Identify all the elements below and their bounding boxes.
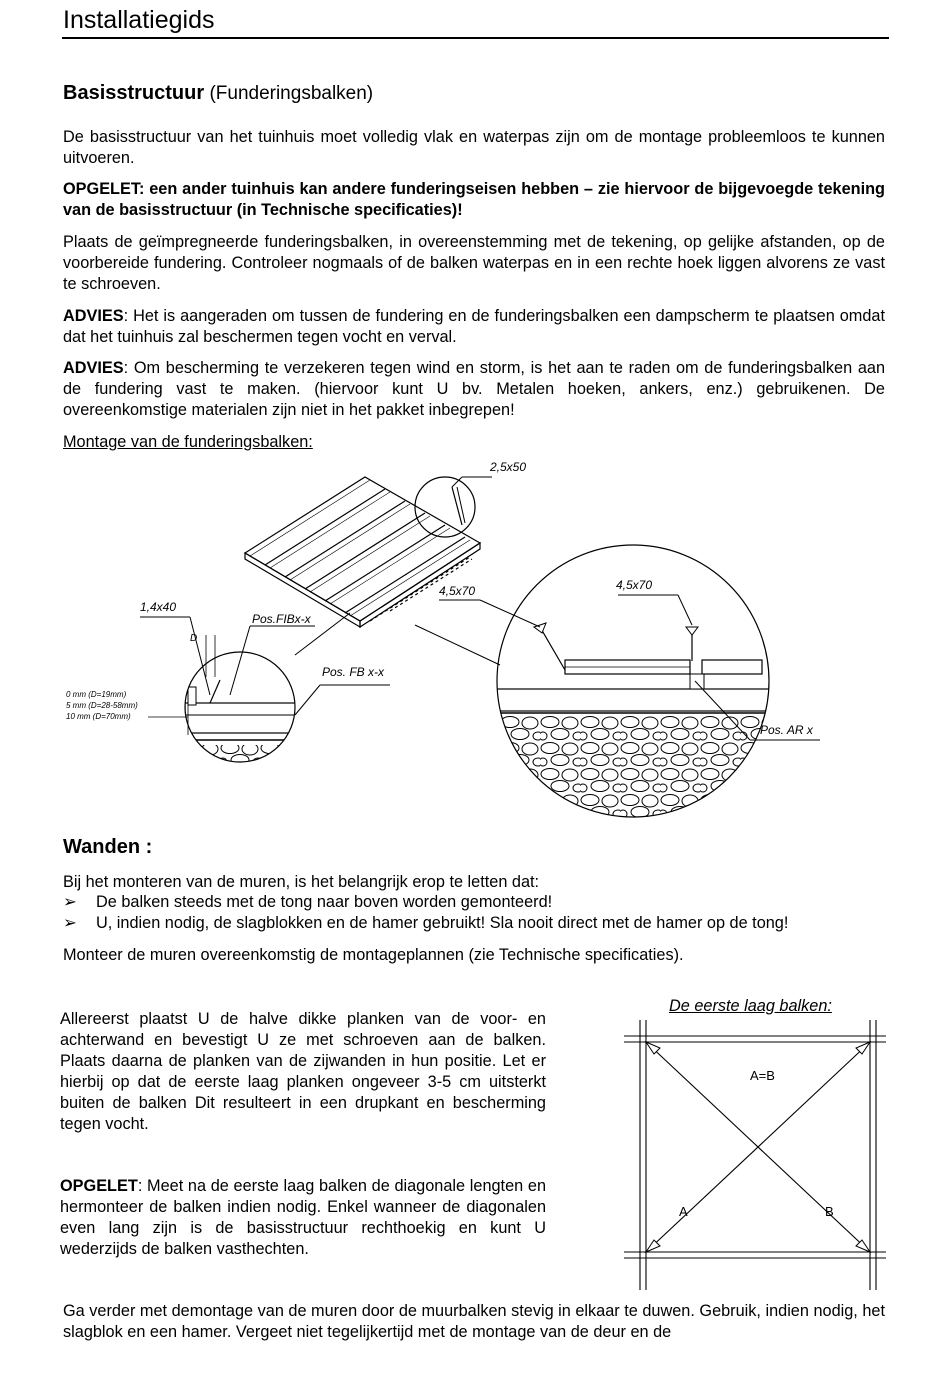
label-d: D: [190, 633, 198, 644]
warning-text: : Meet na de eerste laag balken de diagonale lengten en hermonteer de balken indien nodig. Enkel wanneer de diagonalen even lang zijn is de basisstructuur rechthoekig en kunt U wederzijds de balken vasthechten.: [60, 1177, 546, 1258]
bullet-item: [63, 913, 788, 934]
placement-paragraph: Plaats de geïmpregneerde funderingsbalken, in overeenstemming met de tekening, op gelijke afstanden, op de voorbereide fundering. Controleer nogmaals of de balken waterpas en in een rechte hoek liggen alvorens ze vast te schroeven.: [63, 233, 885, 293]
isometric-platform: [245, 477, 480, 627]
label-b: B: [825, 1204, 834, 1219]
label-distance-3: 10 mm (D=70mm): [66, 712, 131, 721]
montage-heading: Montage van de funderingsbalken:: [63, 433, 313, 451]
label-a: A: [679, 1204, 688, 1219]
section-heading-wanden: Wanden :: [63, 836, 153, 858]
label-nail: 1,4x40: [140, 600, 177, 614]
label-distance-2: 5 mm (D=28-58mm): [66, 701, 138, 710]
diagonal-check-diagram: [620, 1018, 890, 1294]
arrow-bullet-icon: ➢: [63, 893, 77, 911]
left-detail-circle: [180, 652, 310, 785]
section-heading-basisstructuur: [63, 82, 373, 105]
advice-paragraph-1: [63, 306, 885, 348]
section-title: Basisstructuur: [63, 82, 205, 104]
advice-label: ADVIES: [63, 307, 124, 325]
advice-text: : Het is aangeraden om tussen de fundering en de funderingsbalken een dampscherm te plaatsen omdat dat het tuinhuis zal beschermen tegen vocht en verval.: [63, 307, 885, 346]
advice-paragraph-2: [63, 358, 885, 421]
label-screw-b: 4,5x70: [616, 578, 653, 592]
label-pos-ar: Pos. AR x: [760, 723, 813, 737]
bullet-text: De balken steeds met de tong naar boven worden gemonteerd!: [96, 893, 553, 911]
foundation-beams-drawing: [60, 455, 890, 835]
diagonal-warning-paragraph: [60, 1176, 546, 1260]
warning-paragraph: OPGELET: een ander tuinhuis kan andere funderingseisen hebben – zie hiervoor de bijgevoegde tekening van de basisstructuur (in Technische specificaties)!: [63, 180, 885, 219]
first-layer-paragraph: Allereerst plaatst U de halve dikke planken van de voor- en achterwand en bevestigt U ze met schroeven aan de balken. Plaats daarna de planken van de zijwanden in hun positie. Let er hierbij op dat de eerste laag planken ongeveer 3-5 cm uitsterkt buiten de balken Dit resulteert in een drupkant en bescherming tegen vocht.: [60, 1010, 546, 1133]
mount-paragraph: Monteer de muren overeenkomstig de montageplannen (zie Technische specificaties).: [63, 946, 684, 964]
warning-label: OPGELET: [60, 1177, 138, 1195]
screw-detail-circle: [415, 477, 475, 537]
bullet-item: [63, 892, 552, 913]
arrow-bullet-icon: ➢: [63, 914, 77, 932]
label-screw-a: 4,5x70: [439, 584, 476, 598]
label-a-equals-b: A=B: [750, 1068, 775, 1083]
advice-text: : Om bescherming te verzekeren tegen wind en storm, is het aan te raden om de funderingsbalken aan de fundering vast te maken. (hiervoor kunt U bv. Metalen hoeken, ankers, enz.) gebruikenen. De overeenkomstige materialen zijn niet in het pakket inbegrepen!: [63, 359, 885, 419]
label-distance-1: 0 mm (D=19mm): [66, 690, 127, 699]
label-pos-fibx: Pos.FIBx-x: [252, 612, 311, 626]
header-rule: [62, 37, 889, 39]
label-pos-fb: Pos. FB x-x: [322, 665, 385, 679]
label-screw-small: 2,5x50: [490, 460, 527, 474]
bullet-text: U, indien nodig, de slagblokken en de hamer gebruikt! Sla nooit direct met de hamer op de tong!: [96, 914, 789, 932]
intro-paragraph: De basisstructuur van het tuinhuis moet volledig vlak en waterpas zijn om de montage probleemloos te kunnen uitvoeren.: [63, 128, 885, 167]
section-subtitle: (Funderingsbalken): [209, 83, 374, 104]
advice-label: ADVIES: [63, 359, 124, 377]
page-header-title: Installatiegids: [63, 6, 215, 34]
diagram-title: De eerste laag balken:: [669, 997, 832, 1015]
final-paragraph: Ga verder met demontage van de muren door de muurbalken stevig in elkaar te duwen. Gebruik, indien nodig, het slagblok en een hamer. Vergeet niet tegelijkertijd met de montage van de deur en de: [63, 1302, 885, 1341]
wanden-intro: Bij het monteren van de muren, is het belangrijk erop te letten dat:: [63, 873, 540, 891]
